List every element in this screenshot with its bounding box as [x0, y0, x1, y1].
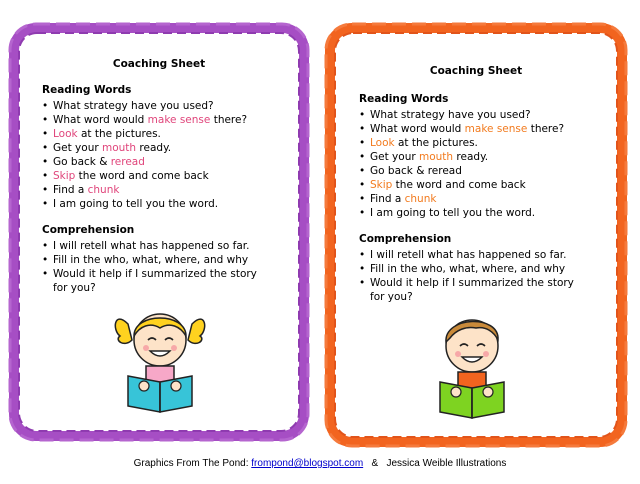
list-item: • What strategy have you used? — [359, 108, 603, 122]
list-item: • Go back & reread — [42, 155, 282, 169]
list-item: • Find a chunk — [42, 183, 282, 197]
comprehension-list — [359, 248, 603, 304]
footer-link[interactable]: frompond@blogspot.com — [251, 458, 364, 469]
list-item: • Look at the pictures. — [359, 136, 603, 150]
list-item: • I am going to tell you the word. — [42, 197, 282, 211]
list-item: • Fill in the who, what, where, and why — [42, 253, 282, 267]
reading-words-heading: Reading Words — [42, 84, 132, 96]
list-item: • Fill in the who, what, where, and why — [359, 262, 603, 276]
footer-suffix: & Jessica Weible Illustrations — [363, 458, 507, 469]
card-content-right — [359, 92, 603, 304]
list-item: • I will retell what has happened so far. — [42, 239, 282, 253]
list-item: • What word would make sense there? — [359, 122, 603, 136]
footer-prefix: Graphics From The Pond: — [133, 458, 252, 469]
credits-footer — [0, 458, 640, 469]
coaching-card-right — [322, 20, 630, 450]
coaching-card-left — [6, 20, 312, 444]
comprehension-heading: Comprehension — [359, 233, 452, 245]
girl-reading-book-icon — [110, 296, 210, 416]
reading-words-list — [359, 108, 603, 220]
comprehension-heading: Comprehension — [42, 224, 135, 236]
list-item: • What word would make sense there? — [42, 113, 282, 127]
comprehension-list — [42, 239, 282, 295]
list-item: • I will retell what has happened so far. — [359, 248, 603, 262]
list-item: • Would it help if I summarized the story for you? — [42, 267, 258, 295]
list-item: • Skip the word and come back — [359, 178, 603, 192]
list-item: • Look at the pictures. — [42, 127, 282, 141]
list-item: • Go back & reread — [359, 164, 603, 178]
card-content-left — [42, 83, 282, 295]
list-item: • Skip the word and come back — [42, 169, 282, 183]
list-item: • What strategy have you used? — [42, 99, 282, 113]
list-item: • Would it help if I summarized the story for you? — [359, 276, 585, 304]
list-item: • I am going to tell you the word. — [359, 206, 603, 220]
reading-words-heading: Reading Words — [359, 93, 449, 105]
card-title: Coaching Sheet — [429, 65, 523, 77]
card-title: Coaching Sheet — [112, 58, 206, 70]
list-item: • Find a chunk — [359, 192, 603, 206]
list-item: • Get your mouth ready. — [359, 150, 603, 164]
reading-words-list — [42, 99, 282, 211]
boy-reading-book-icon — [422, 304, 522, 424]
list-item: • Get your mouth ready. — [42, 141, 282, 155]
